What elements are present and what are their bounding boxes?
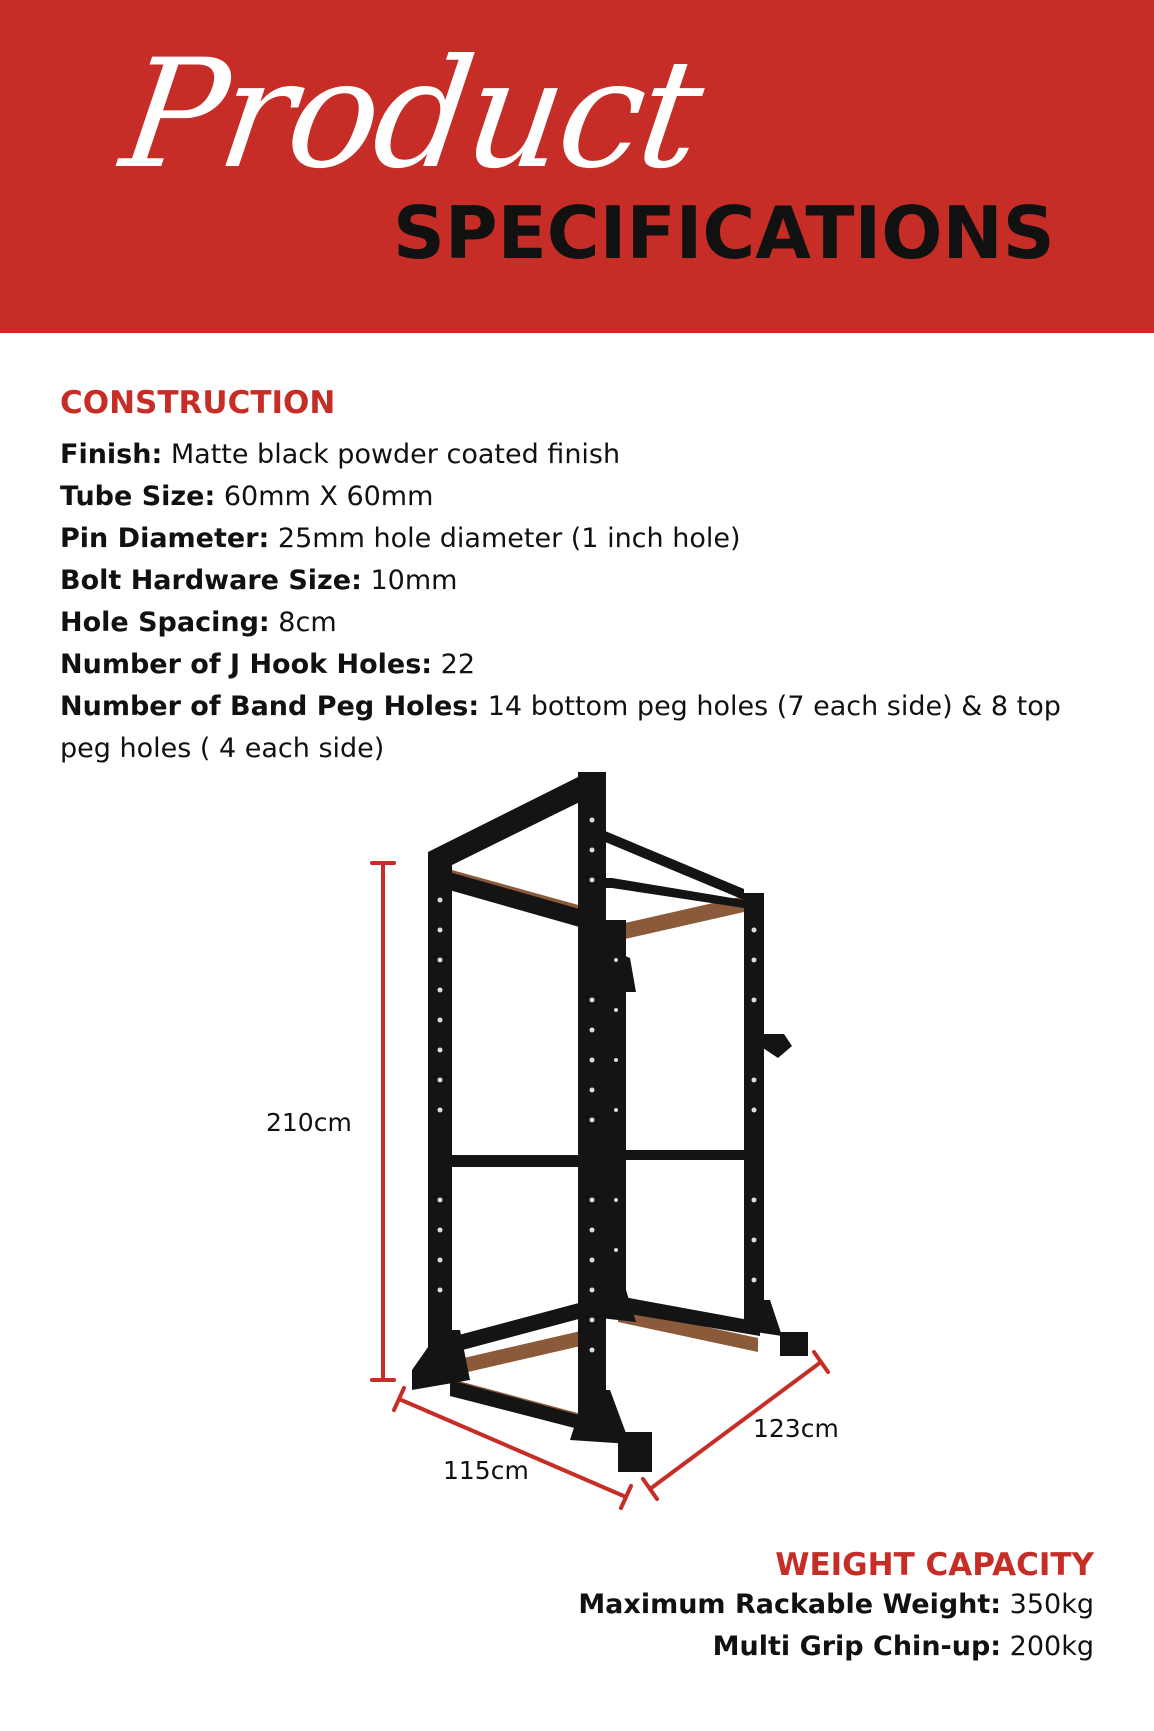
spec-value: 14 bottom peg holes (7 each side) & 8 top peg holes ( 4 each side) <box>60 691 1061 764</box>
weight-capacity-heading: WEIGHT CAPACITY <box>775 1547 1094 1583</box>
spec-label: Number of Band Peg Holes: <box>60 691 480 722</box>
spec-value: 22 <box>432 649 476 680</box>
spec-item-finish <box>60 434 1100 476</box>
weight-value: 200kg <box>1001 1631 1094 1662</box>
weight-value: 350kg <box>1001 1589 1094 1620</box>
power-rack-diagram <box>0 760 1154 1520</box>
spec-value: 60mm X 60mm <box>215 481 434 512</box>
spec-label: Tube Size: <box>60 481 216 512</box>
spec-item-bolt-hardware <box>60 560 1100 602</box>
depth-dimension-label: 123cm <box>753 1414 839 1443</box>
spec-value: 10mm <box>361 565 458 596</box>
power-rack <box>412 772 808 1472</box>
weight-item-max-rackable <box>578 1584 1094 1626</box>
spec-item-hole-spacing <box>60 602 1100 644</box>
spec-value: 8cm <box>269 607 337 638</box>
weight-capacity-list <box>578 1584 1094 1668</box>
spec-label: Finish: <box>60 439 163 470</box>
construction-spec-list <box>60 434 1100 770</box>
weight-item-chin-up <box>578 1626 1094 1668</box>
header-banner <box>0 0 1154 333</box>
spec-item-tube-size <box>60 476 1100 518</box>
height-dimension-label: 210cm <box>266 1108 352 1137</box>
weight-label: Maximum Rackable Weight: <box>578 1589 1002 1620</box>
spec-item-j-hook-holes <box>60 644 1100 686</box>
header-script-title: Product <box>112 28 710 202</box>
width-dimension-label: 115cm <box>443 1456 529 1485</box>
spec-value: Matte black powder coated finish <box>162 439 621 470</box>
spec-label: Hole Spacing: <box>60 607 270 638</box>
spec-label: Bolt Hardware Size: <box>60 565 362 596</box>
spec-item-band-peg-holes <box>60 686 1100 770</box>
spec-label: Pin Diameter: <box>60 523 270 554</box>
weight-label: Multi Grip Chin-up: <box>712 1631 1002 1662</box>
spec-item-pin-diameter <box>60 518 1100 560</box>
spec-label: Number of J Hook Holes: <box>60 649 433 680</box>
spec-value: 25mm hole diameter (1 inch hole) <box>269 523 741 554</box>
construction-heading: CONSTRUCTION <box>60 385 336 421</box>
header-title: SPECIFICATIONS <box>393 191 1055 275</box>
